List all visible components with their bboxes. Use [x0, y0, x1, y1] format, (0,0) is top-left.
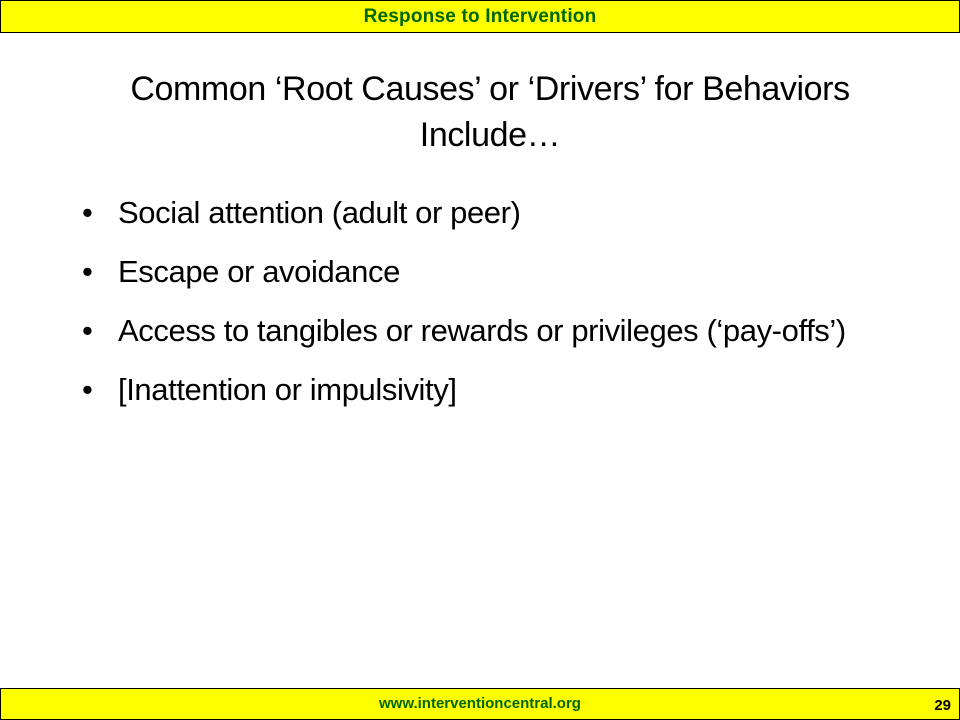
list-item — [78, 310, 898, 352]
header-bar — [0, 0, 960, 33]
header-title: Response to Intervention — [363, 5, 597, 27]
list-item — [78, 369, 898, 411]
bullet-icon: • — [82, 195, 93, 230]
list-item — [78, 251, 898, 293]
footer-url: www.interventioncentral.org — [379, 695, 581, 712]
bullet-icon: • — [82, 254, 93, 289]
bullet-list — [78, 192, 898, 428]
bullet-text: Social attention (adult or peer) — [118, 195, 521, 230]
bullet-icon: • — [82, 372, 93, 407]
slide-title: Common ‘Root Causes’ or ‘Drivers’ for Behaviors Include… — [130, 70, 850, 154]
footer-bar — [0, 688, 960, 720]
list-item — [78, 192, 898, 234]
bullet-text: Escape or avoidance — [118, 254, 400, 289]
bullet-icon: • — [82, 313, 93, 348]
page-number: 29 — [934, 697, 951, 714]
bullet-text: Access to tangibles or rewards or privileges (‘pay-offs’) — [118, 313, 846, 348]
bullet-text: [Inattention or impulsivity] — [118, 372, 457, 407]
